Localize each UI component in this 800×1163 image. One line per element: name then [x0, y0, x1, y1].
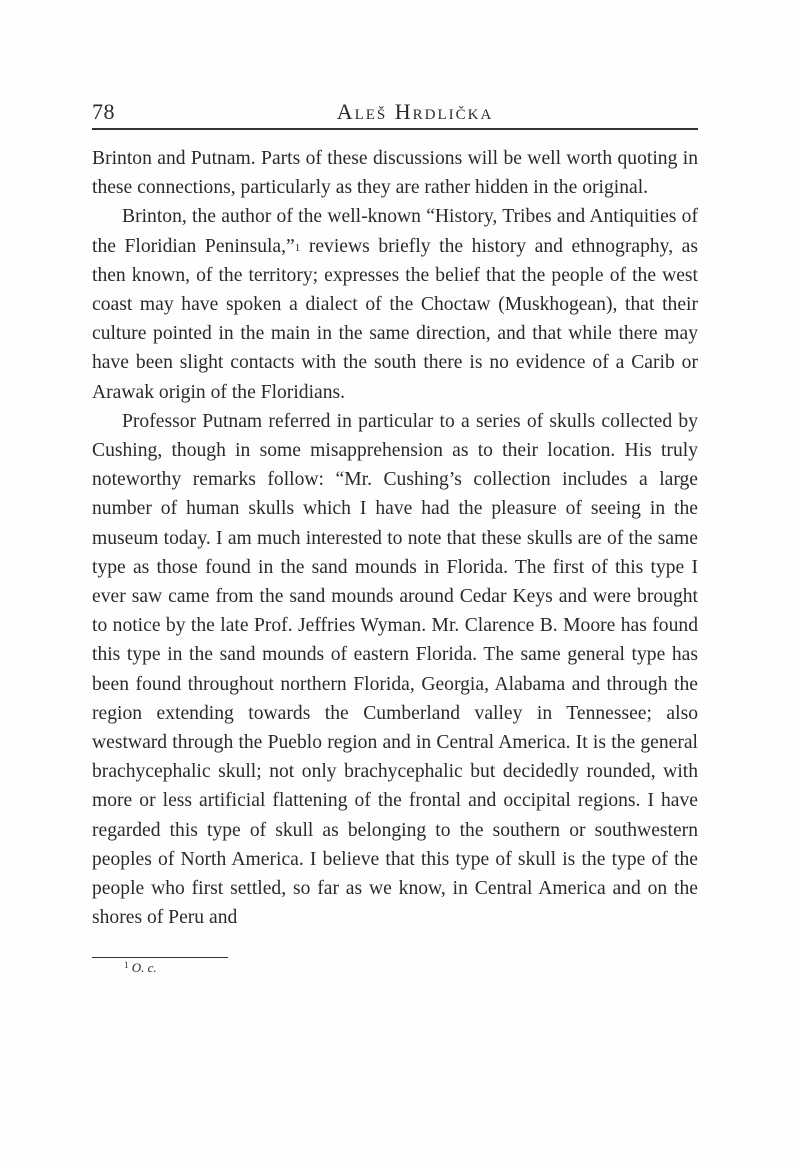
paragraph-text: Brinton, the author of the well-known “History, Tribes and Antiquities of the Floridian Peninsula,”: [92, 206, 698, 257]
body-text: [92, 144, 698, 932]
paragraph-text: reviews briefly the history and ethnography, as then known, of the territory; expresses the belief that the people of the west coast may have spoken a dialect of the Choctaw (Muskhogean), that their culture pointed in the main in the same direction, and that while there may have been slight contacts with the south there is no evidence of a Carib or Arawak origin of the Floridians.: [92, 235, 698, 403]
paragraph-text: Brinton and Putnam. Parts of these discussions will be well worth quoting in these connections, particularly as they are rather hidden in the original.: [92, 148, 698, 199]
footnote-rule: [92, 957, 228, 958]
page-number: 78: [92, 99, 115, 124]
header-rule: [92, 128, 698, 130]
footnote: [124, 960, 157, 976]
footnote-text: O. c.: [131, 960, 157, 975]
paragraph-3: [92, 407, 698, 933]
page-header: [92, 99, 698, 129]
paragraph-2: [92, 202, 698, 406]
paragraph-text: Professor Putnam referred in particular to a series of skulls collected by Cushing, though in some misapprehension as to their location. His truly noteworthy remarks follow: “Mr. Cushing’s collection includes a large number of human skulls which I have had the pleasure of seeing in the museum today. I am much interested to note that these skulls are of the same type as those found in the sand mounds in Florida. The first of this type I ever saw came from the sand mounds around Cedar Keys and were brought to notice by the late Prof. Jeffries Wyman. Mr. Clarence B. Moore has found this type in the sand mounds of eastern Florida. The same general type has been found throughout northern Florida, Georgia, Alabama and through the region extending towards the Cumberland valley in Tennessee; also westward through the Pueblo region and in Central America. It is the general brachycephalic skull; not only brachycephalic but decidedly rounded, with more or less artificial flattening of the frontal and occipital regions. I have regarded this type of skull as belonging to the southern or southwestern peoples of North America. I believe that this type of skull is the type of the people who first settled, so far as we know, in Central America and on the shores of Peru and: [92, 410, 698, 929]
footnote-marker: 1: [294, 241, 301, 254]
running-head: Aleš Hrdlička: [336, 99, 494, 124]
paragraph-1: [92, 144, 698, 202]
footnote-number: 1: [124, 960, 129, 970]
